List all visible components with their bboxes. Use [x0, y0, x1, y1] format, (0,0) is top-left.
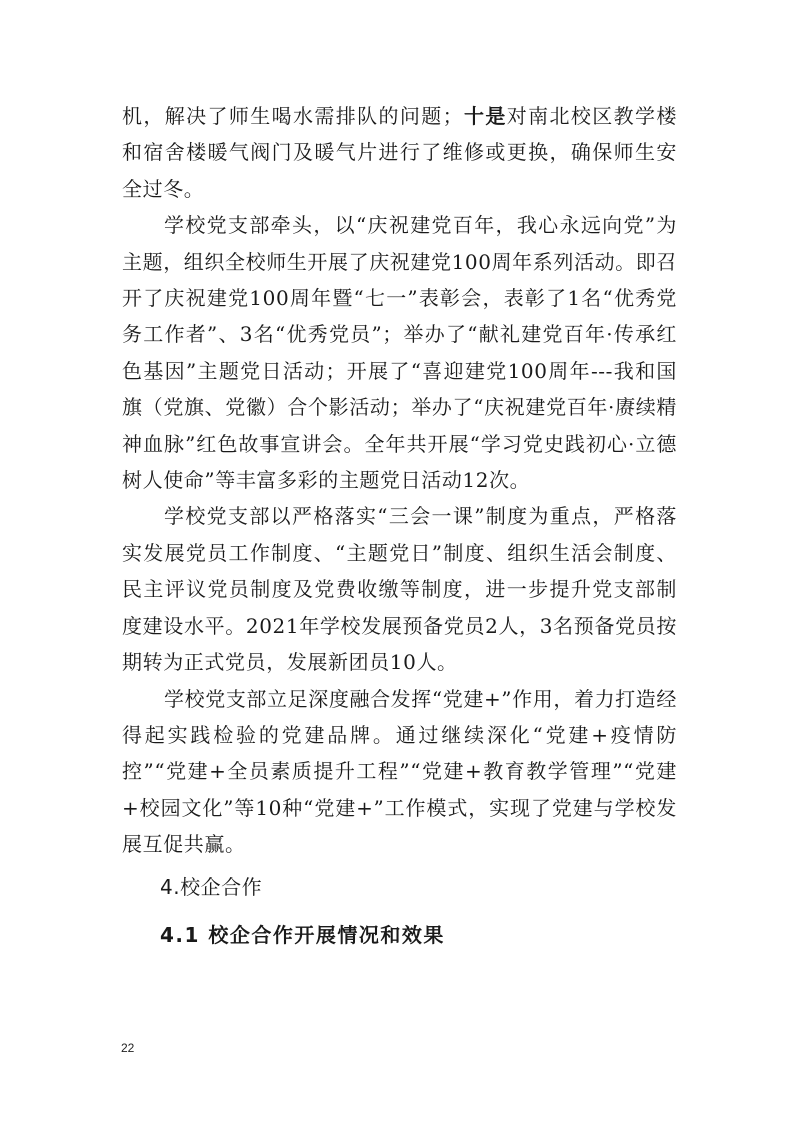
paragraph-text-end: 对南北校区教学楼和宿舍楼暖气阀门及暖气片进行了维修或更换，确保师生安全过冬。: [122, 104, 677, 201]
paragraph-text-start: 机，解决了师生喝水需排队的问题；: [122, 104, 464, 128]
bold-ordinal: 十是: [463, 104, 507, 128]
page-number: 22: [121, 1041, 135, 1055]
paragraph-continued: [122, 98, 677, 207]
section-heading: 4.校企合作: [160, 874, 263, 899]
paragraph-centenary-activities: 学校党支部牵头，以“庆祝建党百年，我心永远向党”为主题，组织全校师生开展了庆祝建党100周年系列活动。即召开了庆祝建党100周年暨“七一”表彰会，表彰了1名“优秀党务工作者”、3名“优秀党员”；举办了“献礼建党百年·传承红色基因”主题党日活动；开展了“喜迎建党100周年---我和国旗（党旗、党徽）合个影活动；举办了“庆祝建党百年·赓续精神血脉”红色故事宣讲会。全年共开展“学习党史践初心·立德树人使命”等丰富多彩的主题党日活动12次。: [122, 213, 677, 493]
paragraph-party-building-plus: 学校党支部立足深度融合发挥“党建+”作用，着力打造经得起实践检验的党建品牌。通过继续深化“党建+疫情防控”“党建+全员素质提升工程”“党建+教育教学管理”“党建+校园文化”等10种“党建+”工作模式，实现了党建与学校发展互促共赢。: [122, 686, 677, 857]
subsection-heading: 4.1 校企合作开展情况和效果: [160, 922, 445, 947]
paragraph-party-system: 学校党支部以严格落实“三会一课”制度为重点，严格落实发展党员工作制度、“主题党日”制度、组织生活会制度、民主评议党员制度及党费收缴等制度，进一步提升党支部制度建设水平。2021年学校发展预备党员2人，3名预备党员按期转为正式党员，发展新团员10人。: [122, 504, 677, 675]
body-text: [122, 98, 677, 957]
